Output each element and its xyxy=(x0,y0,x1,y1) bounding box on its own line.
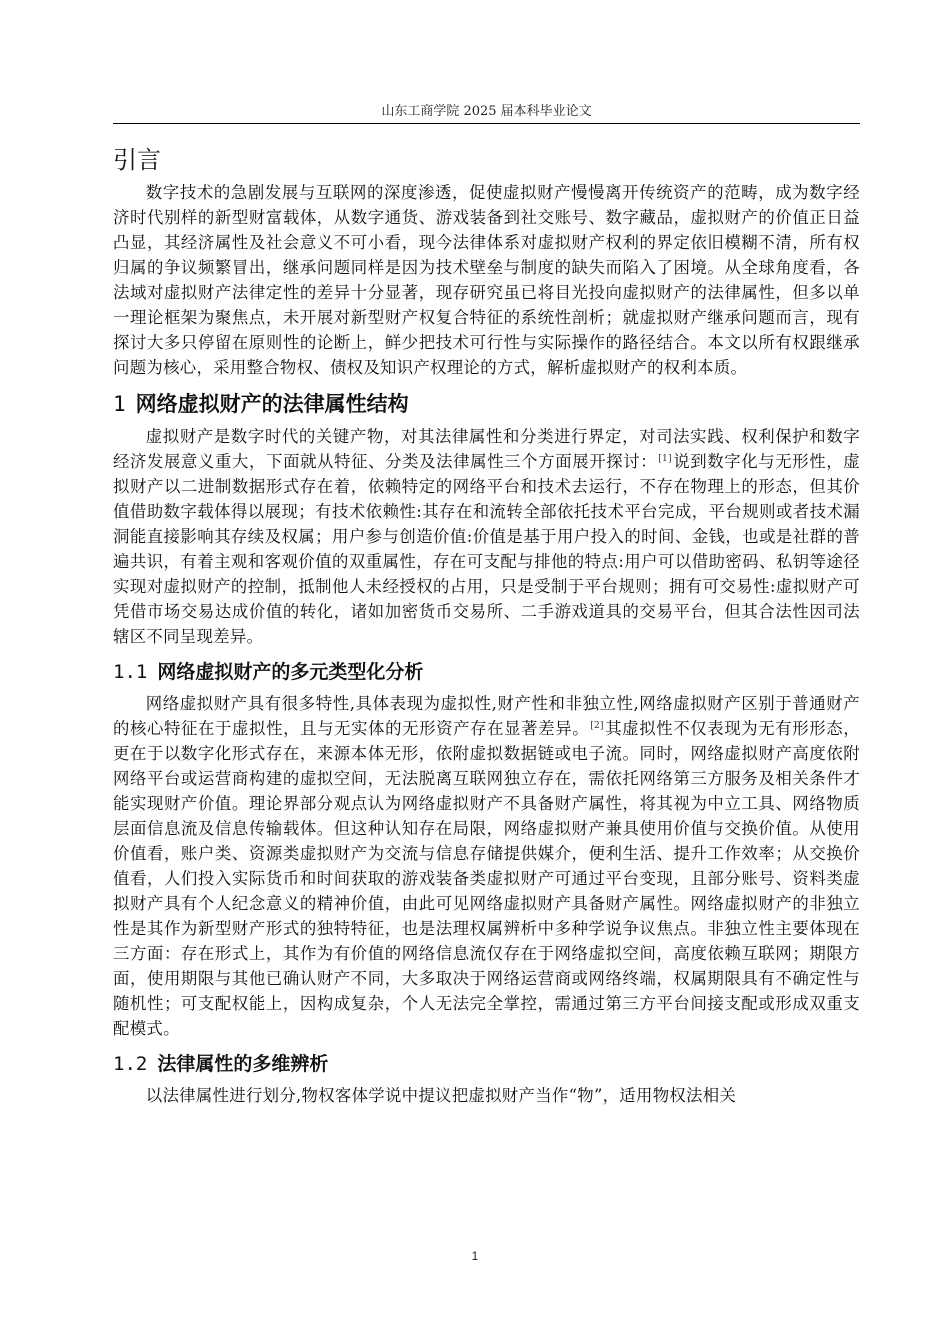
header-divider xyxy=(113,123,860,124)
citation-2[interactable]: [2] xyxy=(590,720,604,731)
section-1-text-b: 说到数字化与无形性，虚拟财产以二进制数据形式存在着，依赖特定的网络平台和技术去运行，不存在物理上的形态，但其价值借助数字载体得以展现；有技术依赖性:其存在和流转全部依托技术平台完成，平台规则或者技术漏洞能直接影响其存续及权属；用户参与创造价值:价值是基于用户投入的时间、金钱，也或是社群的普遍共识，有着主观和客观价值的双重属性，存在可支配与排他的特点:用户可以借助密码、私钥等途径实现对虚拟财产的控制，抵制他人未经授权的占用，只是受制于平台规则；拥有可交易性:虚拟财产可凭借市场交易达成价值的转化，诸如加密货币交易所、二手游戏道具的交易平台，但其合法性因司法辖区不同呈现差异。 xyxy=(113,452,860,646)
page-number: 1 xyxy=(471,1249,479,1263)
section-1-1-title: 网络虚拟财产的多元类型化分析 xyxy=(157,661,424,683)
section-1-2-number: 1.2 xyxy=(113,1053,148,1075)
section-1-heading xyxy=(113,384,860,424)
section-1-1-number: 1.1 xyxy=(113,661,148,683)
section-1-number: 1 xyxy=(113,392,126,416)
running-header: 山东工商学院 2025 届本科毕业论文 xyxy=(381,104,592,119)
section-1-1-paragraph xyxy=(113,691,860,1041)
section-1-1-heading xyxy=(113,653,860,691)
section-1-1-text-a: 网络虚拟财产具有很多特性,具体表现为虚拟性,财产性和非独立性,网络虚拟财产区别于普通财产的核心特征在于虚拟性，且与无实体的无形资产存在显著差异。 xyxy=(113,694,860,738)
section-1-2-paragraph: 以法律属性进行划分,物权客体学说中提议把虚拟财产当作“物”，适用物权法相关 xyxy=(145,1086,737,1105)
intro-heading: 引言 xyxy=(113,146,161,174)
section-1-2-heading xyxy=(113,1045,860,1083)
citation-1[interactable]: [1] xyxy=(658,453,672,464)
section-1-2-title: 法律属性的多维辨析 xyxy=(157,1053,329,1075)
document-body xyxy=(113,140,860,1108)
section-1-title: 网络虚拟财产的法律属性结构 xyxy=(135,392,409,416)
section-1-text-a: 虚拟财产是数字时代的关键产物，对其法律属性和分类进行界定，对司法实践、权利保护和数字经济发展意义重大，下面就从特征、分类及法律属性三个方面展开探讨： xyxy=(113,427,860,471)
section-1-1-text-b: 其虚拟性不仅表现为无有形形态，更在于以数字化形式存在，来源本体无形，依附虚拟数据链或电子流。同时，网络虚拟财产高度依附网络平台或运营商构建的虚拟空间，无法脱离互联网独立存在，需依托网络第三方服务及相关条件才能实现财产价值。理论界部分观点认为网络虚拟财产不具备财产属性，将其视为中立工具、网络物质层面信息流及信息传输载体。但这种认知存在局限，网络虚拟财产兼具使用价值与交换价值。从使用价值看，账户类、资源类虚拟财产为交流与信息存储提供媒介，便利生活、提升工作效率；从交换价值看，人们投入实际货币和时间获取的游戏装备类虚拟财产可通过平台变现，且部分账号、资料类虚拟财产具有个人纪念意义的精神价值，由此可见网络虚拟财产具备财产属性。网络虚拟财产的非独立性是其作为新型财产形式的独特特征，也是法理权属辨析中多种学说争议焦点。非独立性主要体现在三方面：存在形式上，其作为有价值的网络信息流仅存在于网络虚拟空间，高度依赖互联网；期限方面，使用期限与其他已确认财产不同，大多取决于网络运营商或网络终端，权属期限具有不确定性与随机性；可支配权能上，因构成复杂，个人无法完全掌控，需通过第三方平台间接支配或形成双重支配模式。 xyxy=(113,719,860,1038)
intro-paragraph: 数字技术的急剧发展与互联网的深度渗透，促使虚拟财产慢慢离开传统资产的范畴，成为数字经济时代别样的新型财富载体，从数字通货、游戏装备到社交账号、数字藏品，虚拟财产的价值正日益凸显，其经济属性及社会意义不可小看，现今法律体系对虚拟财产权利的界定依旧模糊不清，所有权归属的争议频繁冒出，继承问题同样是因为技术壁垒与制度的缺失而陷入了困境。从全球角度看，各法域对虚拟财产法律定性的差异十分显著，现存研究虽已将目光投向虚拟财产的法律属性，但多以单一理论框架为聚焦点，未开展对新型财产权复合特征的系统性剖析；就虚拟财产继承问题而言，现有探讨大多只停留在原则性的论断上，鲜少把技术可行性与实际操作的路径结合。本文以所有权跟继承问题为核心，采用整合物权、债权及知识产权理论的方式，解析虚拟财产的权利本质。 xyxy=(113,183,860,377)
section-1-paragraph xyxy=(113,424,860,649)
